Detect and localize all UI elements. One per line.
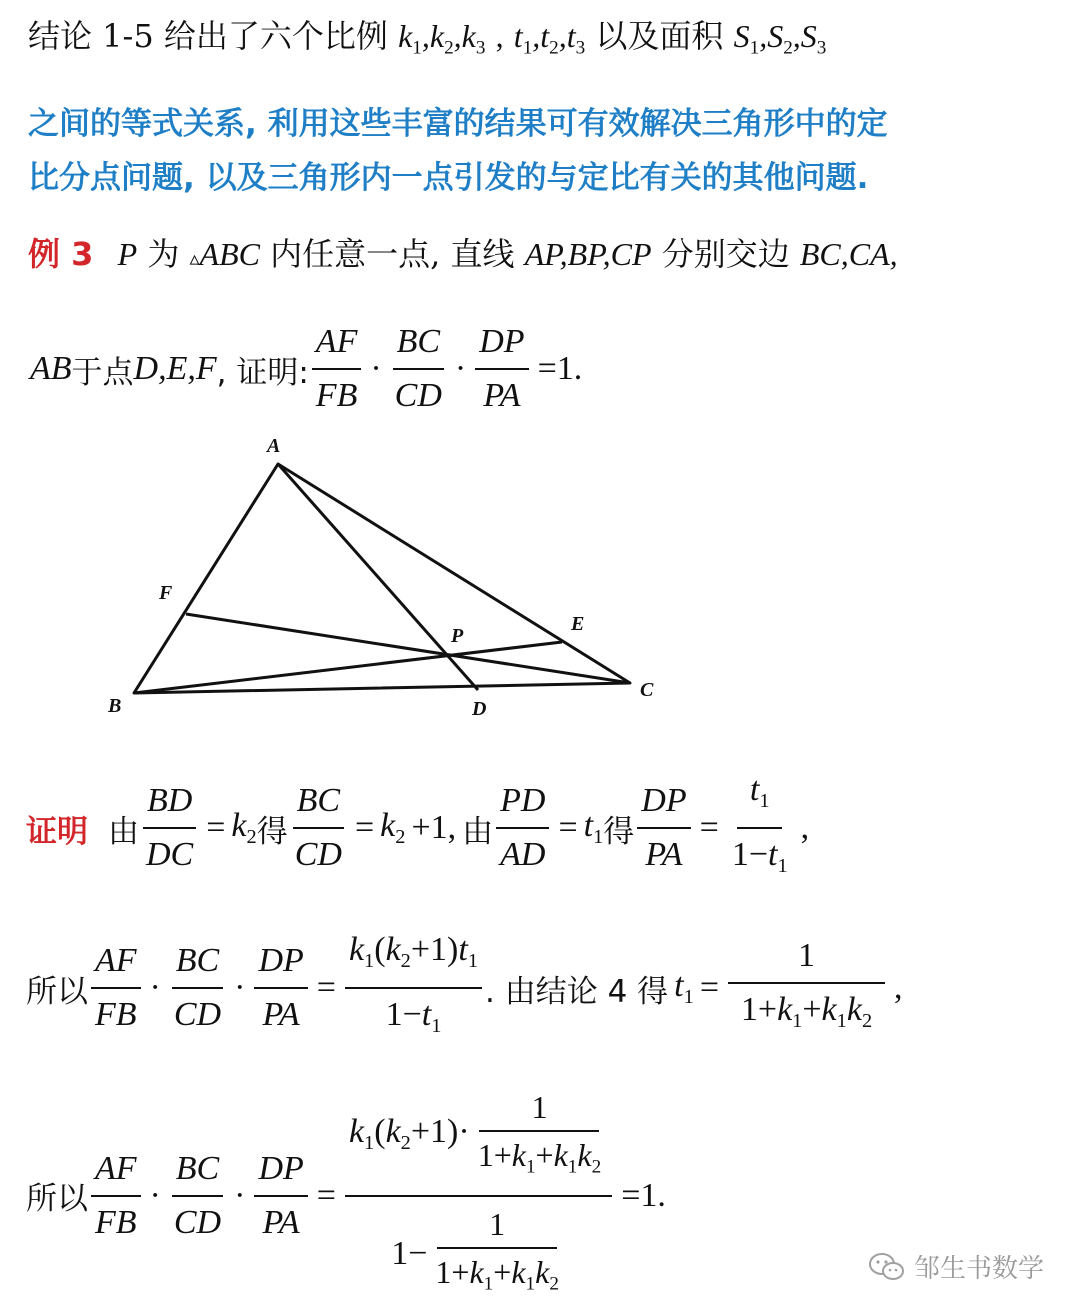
intro-line1-prefix: 结论 1-5 给出了六个比例 bbox=[28, 17, 388, 55]
triangle-figure bbox=[100, 428, 680, 728]
intro-line1-mid: 以及面积 bbox=[595, 17, 724, 55]
intro-line-3: 比分点问题, 以及三角形内一点引发的与定比有关的其他问题. bbox=[28, 160, 869, 196]
label-p: P bbox=[451, 625, 464, 647]
example-text-e: , 证明: bbox=[216, 354, 309, 391]
intro-line-1: 结论 1-5 给出了六个比例 $k_1,k_2,k_3$ , $t_1,t_2,t_3$ 以及面积 $S_1,S_2,S_3$ bbox=[28, 17, 827, 59]
label-e: E bbox=[571, 613, 585, 635]
watermark bbox=[868, 1248, 1044, 1285]
proof-from-conclusion: . 由结论 4 得 bbox=[485, 973, 669, 1010]
fraction-dp-pa: $\frac{DP}{PA}$ bbox=[475, 316, 528, 422]
proof-de-2: 得 bbox=[603, 813, 635, 850]
fraction-bc-cd-2: $\frac{BC}{CD}$ bbox=[291, 775, 346, 881]
fraction-t1-value: $\frac{1}{1+k_1+k_1k_2}$ bbox=[728, 930, 885, 1047]
fraction-k-product: $\frac{k_1(k_2+1)t_1}{1-t_1}$ bbox=[345, 924, 482, 1052]
wechat-icon bbox=[868, 1251, 906, 1283]
example-statement-line-1: 例 3 P 为 ▵ABC 内任意一点, 直线 AP,BP,CP 分别交边 BC,CA, bbox=[28, 235, 898, 273]
proof-line-1: 证明 由 $\frac{BD}{DC}$ = $k_2$ 得 $\frac{BC}{CD}$ = $k_2$ +1, 由 $\frac{PD}{AD}$ = $t_1$ 得 $\frac{DP}{PA}$ = $\frac{t_1}{1-t_1}$ , bbox=[26, 764, 815, 892]
label-b: B bbox=[108, 695, 122, 717]
example-text-a: 为 bbox=[147, 235, 180, 273]
example-text-d: 于点 bbox=[71, 354, 134, 391]
fraction-bd-dc: $\frac{BD}{DC}$ bbox=[142, 775, 197, 881]
fraction-af-fb-3: $\frac{AF}{FB}$ bbox=[91, 1143, 141, 1249]
proof-you-1: 由 bbox=[108, 813, 139, 850]
label-a: A bbox=[267, 435, 281, 457]
watermark-text: 邹生书数学 bbox=[913, 1254, 1044, 1284]
proof-line-3: 所以 $\frac{AF}{FB}$ · $\frac{BC}{CD}$ · $\frac{DP}{PA}$ = $k_1(k_2+1)\cdot$ $\frac{1}{1+k_1+k_1k_2}$ 1− $\frac{1}{1+k_1+k_1k_2}$ =1. bbox=[26, 1084, 672, 1307]
fraction-t1-over: $\frac{t_1}{1-t_1}$ bbox=[728, 764, 792, 892]
fraction-dp-pa-4: $\frac{DP}{PA}$ bbox=[254, 1143, 307, 1249]
fraction-af-fb: $\frac{AF}{FB}$ bbox=[312, 316, 362, 422]
proof-you-2: 由 bbox=[462, 813, 494, 850]
proof-suoyi-2: 所以 bbox=[26, 1181, 88, 1218]
example-text-c: 分别交边 bbox=[661, 235, 790, 273]
proof-de-1: 得 bbox=[256, 813, 288, 850]
example-statement-line-2: AB 于点 D,E,F , 证明: $\frac{AF}{FB}$ · $\frac{BC}{CD}$ · $\frac{DP}{PA}$ =1. bbox=[30, 316, 588, 422]
example-label: 例 3 bbox=[28, 235, 94, 273]
fraction-af-fb-2: $\frac{AF}{FB}$ bbox=[91, 935, 141, 1041]
fraction-bc-cd: $\frac{BC}{CD}$ bbox=[391, 316, 446, 422]
label-d: D bbox=[472, 698, 487, 720]
proof-line-2: 所以 $\frac{AF}{FB}$ · $\frac{BC}{CD}$ · $\frac{DP}{PA}$ = $\frac{k_1(k_2+1)t_1}{1-t_1}$ . 由结论 4 得 $t_1$ = $\frac{1}{1+k_1+k_1k_2}$ , bbox=[26, 924, 909, 1052]
proof-suoyi-1: 所以 bbox=[26, 973, 88, 1010]
fraction-bc-cd-3: $\frac{BC}{CD}$ bbox=[170, 935, 225, 1041]
label-f: F bbox=[159, 582, 173, 604]
fraction-dp-pa-3: $\frac{DP}{PA}$ bbox=[254, 935, 307, 1041]
proof-label: 证明 bbox=[26, 813, 88, 850]
fraction-bc-cd-4: $\frac{BC}{CD}$ bbox=[170, 1143, 225, 1249]
fraction-pd-ad: $\frac{PD}{AD}$ bbox=[496, 775, 549, 881]
example-text-b: 内任意一点, 直线 bbox=[270, 235, 515, 273]
intro-line-2: 之间的等式关系, 利用这些丰富的结果可有效解决三角形中的定 bbox=[28, 106, 888, 142]
fraction-dp-pa-2: $\frac{DP}{PA}$ bbox=[637, 775, 690, 881]
fraction-big: $k_1(k_2+1)\cdot$ $\frac{1}{1+k_1+k_1k_2}$ 1− $\frac{1}{1+k_1+k_1k_2}$ bbox=[345, 1084, 612, 1307]
label-c: C bbox=[640, 679, 654, 701]
